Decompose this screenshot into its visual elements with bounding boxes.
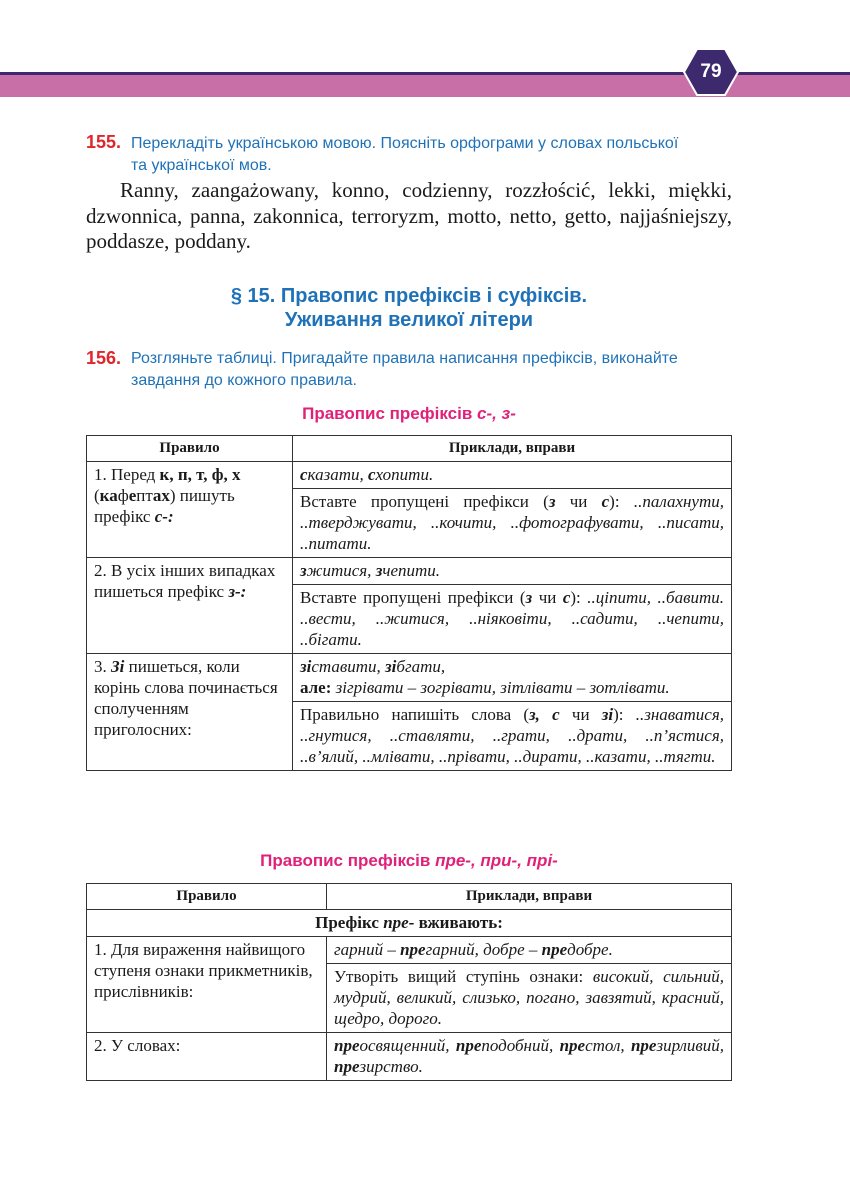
- page-number: 79: [700, 61, 722, 82]
- table2-header-rule: Правило: [87, 884, 327, 910]
- table-row: [87, 558, 732, 585]
- table2-exercise-1: Утворіть вищий ступінь ознаки: високий, сильний, мудрий, великий, слизько, погано, завзятий, красний, щедро, дорого.: [327, 964, 732, 1033]
- table2-header-examples: Приклади, вправи: [327, 884, 732, 910]
- table1-exercise-3: Правильно напишіть слова (з, с чи зі): ..знаватися, ..гнутися, ..ставляти, ..грати, ..драти, ..п’ястися, ..в’ялий, ..млівати, ..прівати, ..дирати, ..казати, ..тягти.: [293, 702, 732, 771]
- table2-group-italic: пре-: [383, 913, 415, 932]
- table2: [86, 883, 732, 1081]
- section-title: [86, 284, 732, 332]
- table1-rule-3: 3. Зі пишеться, коли корінь слова починається сполученням приголосних:: [87, 654, 293, 771]
- table2-group-heading: [87, 910, 732, 937]
- exercise-155-task-line2: та української мов.: [131, 157, 272, 174]
- exercise-155-task-line1: Перекладіть українською мовою. Поясніть орфограми у словах польської: [131, 135, 679, 152]
- table1-example-1: сказати, схопити.: [293, 462, 732, 489]
- table1-title-italic: с-, з-: [477, 404, 516, 423]
- exercise-156-task-line1: Розгляньте таблиці. Пригадайте правила написання префіксів, виконайте: [131, 350, 678, 367]
- exercise-155-number: 155.: [86, 132, 122, 152]
- table1-example-3: зіставити, зібгати, але: зігрівати – зогрівати, зітлівати – зотлівати.: [293, 654, 732, 702]
- table1-title-prefix: Правопис префіксів: [302, 404, 477, 423]
- table1-title: [86, 404, 732, 424]
- exercise-156-task: [131, 348, 741, 392]
- table1-header-row: [87, 436, 732, 462]
- table2-group-prefix: Префікс: [315, 913, 384, 932]
- table-row: [87, 910, 732, 937]
- table1-rule-1: 1. Перед к, п, т, ф, х (кафептах) пишуть префікс с-:: [87, 462, 293, 558]
- section-title-line2: Уживання великої літери: [284, 309, 534, 331]
- table2-header-row: [87, 884, 732, 910]
- section-title-line1: § 15. Правопис префіксів і суфіксів.: [230, 285, 588, 307]
- table1-exercise-1: Вставте пропущені префікси (з чи с): ..палахнути, ..тверджувати, ..кочити, ..фотографувати, ..писати, ..питати.: [293, 489, 732, 558]
- exercise-156-task-line2: завдання до кожного правила.: [131, 372, 357, 389]
- table-row: [87, 462, 732, 489]
- table1-header-rule: Правило: [87, 436, 293, 462]
- table2-example-1: гарний – прегарний, добре – предобре.: [327, 937, 732, 964]
- table2-title-prefix: Правопис префіксів: [260, 851, 436, 870]
- table1-example-2: зжитися, зчепити.: [293, 558, 732, 585]
- table1-rule-2: 2. В усіх інших випадках пишеться префікс з-:: [87, 558, 293, 654]
- exercise-155-task: [131, 133, 741, 177]
- table2-rule-2: 2. У словах:: [87, 1033, 327, 1081]
- table-row: [87, 654, 732, 702]
- table-row: [87, 1033, 732, 1081]
- table2-group-suffix: вживають:: [414, 913, 503, 932]
- table1-exercise-2: Вставте пропущені префікси (з чи с): ..ціпити, ..бавити. ..вести, ..житися, ..ніяковіти, ..садити, ..чепити, ..бігати.: [293, 585, 732, 654]
- table1-header-examples: Приклади, вправи: [293, 436, 732, 462]
- table2-example-2: преосвященний, преподобний, престол, презирливий, презирство.: [327, 1033, 732, 1081]
- exercise-156-number: 156.: [86, 348, 122, 368]
- table2-title: [86, 851, 732, 871]
- table1: [86, 435, 732, 771]
- table-row: [87, 937, 732, 964]
- table2-rule-1: 1. Для вираження найвищого ступеня ознаки прикметників, прислівників:: [87, 937, 327, 1033]
- exercise-155-words: Ranny, zaangażowany, konno, codzienny, rozzłościć, lekki, miękki, dzwonnica, panna, zakonnica, terroryzm, motto, netto, getto, najjaśniejszy, poddasze, poddany.: [86, 178, 732, 253]
- table2-title-italic: пре-, при-, прі-: [435, 851, 558, 870]
